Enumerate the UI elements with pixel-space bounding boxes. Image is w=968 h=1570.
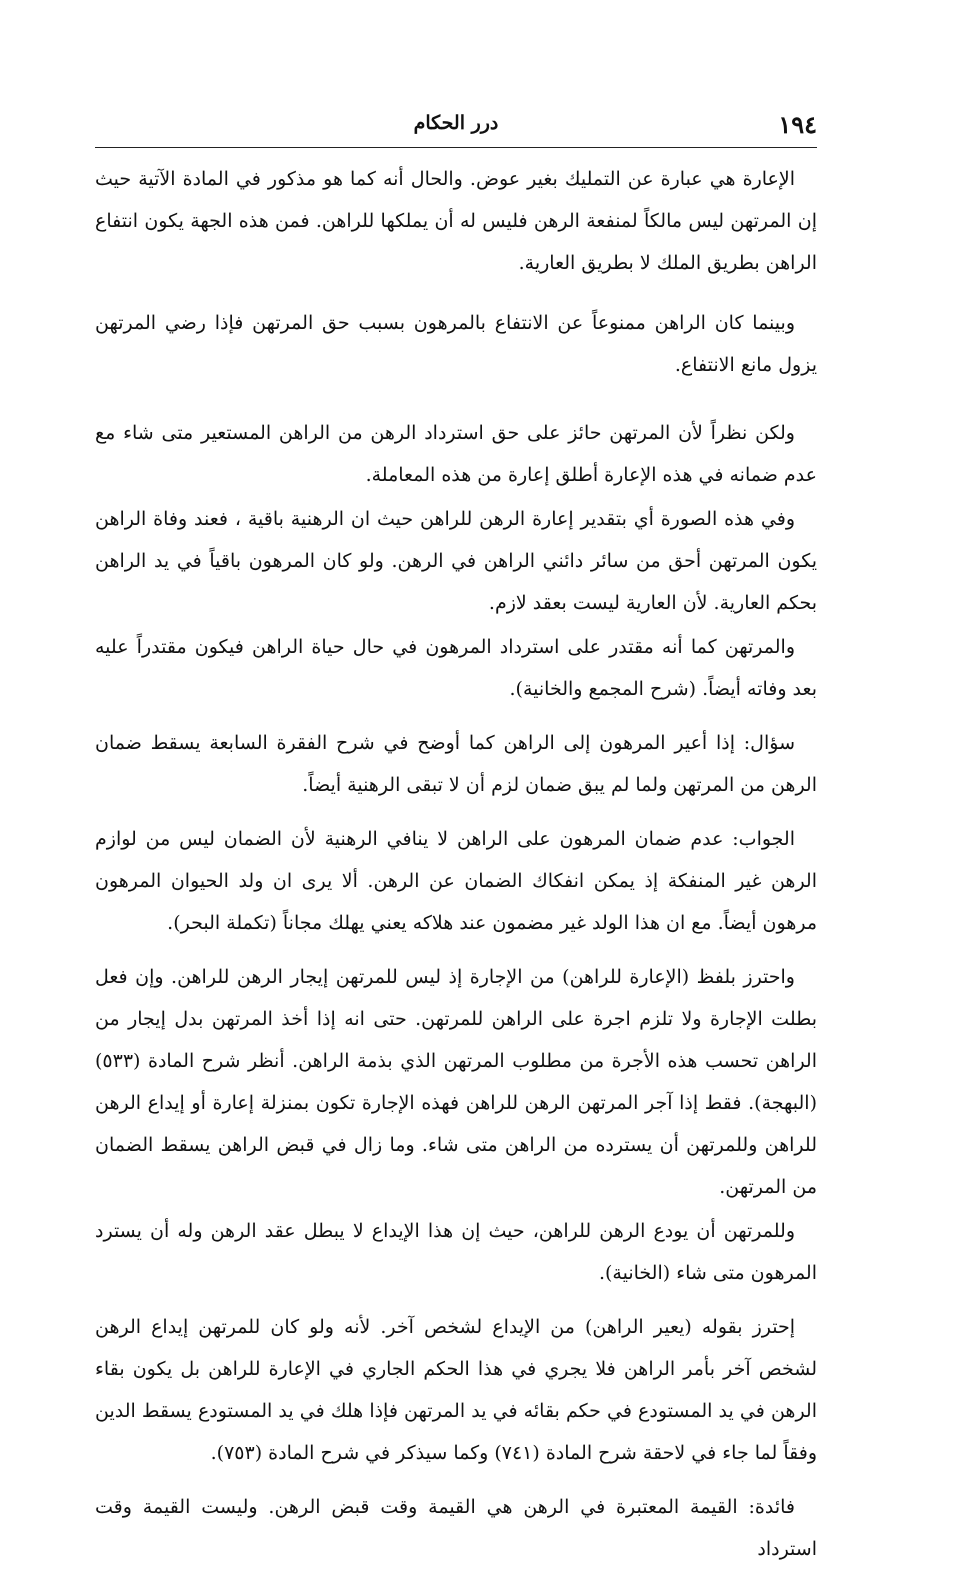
paragraph: الجواب: عدم ضمان المرهون على الراهن لا ينافي الرهنية لأن الضمان ليس من لوازم الرهن غير المنفكة إذ يمكن انفكاك الضمان عن الرهن. ألا يرى ان ولد الحيوان المرهون مرهون أيضاً. مع ان هذا الولد غير مضمون عند هلاكه يعني يهلك مجاناً (تكملة البحر). — [95, 828, 817, 934]
paragraph: وللمرتهن أن يودع الرهن للراهن، حيث إن هذا الإيداع لا يبطل عقد الرهن وله أن يسترد المرهون متى شاء (الخانية). — [95, 1220, 817, 1284]
paragraph: واحترز بلفظ (الإعارة للراهن) من الإجارة إذ ليس للمرتهن إيجار الرهن للراهن. وإن فعل بطلت الإجارة ولا تلزم اجرة على الراهن للمرتهن. حتى انه إذا أخذ المرتهن بدل إيجار من الراهن تحسب هذه الأجرة من مطلوب المرتهن الذي بذمة الراهن. أنظر شرح المادة (٥٣٣) (البهجة). فقط إذا آجر المرتهن الرهن للراهن فهذه الإجارة تكون بمنزلة إعارة أو إيداع الرهن للراهن وللمرتهن أن يسترده من الراهن متى شاء. وما زال في قبض الراهن يسقط الضمان من المرتهن. — [95, 966, 817, 1198]
paragraph: سؤال: إذا أعير المرهون إلى الراهن كما أوضح في شرح الفقرة السابعة يسقط ضمان الرهن من المرتهن ولما لم يبق ضمان لزم أن لا تبقى الرهنية أيضاً. — [95, 732, 817, 796]
paragraph: والمرتهن كما أنه مقتدر على استرداد المرهون في حال حياة الراهن فيكون مقتدراً عليه بعد وفاته أيضاً. (شرح المجمع والخانية). — [95, 636, 817, 700]
page-header — [95, 108, 817, 146]
paragraph: إحترز بقوله (يعير الراهن) من الإيداع لشخص آخر. لأنه ولو كان للمرتهن إيداع الرهن لشخص آخر بأمر الراهن فلا يجري في هذا الحكم الجاري في الإعارة للراهن بل يكون بقاء الرهن في يد المستودع في حكم بقائه في يد المرتهن فإذا هلك في يد المستودع يسقط الدين وفقاً لما جاء في لاحقة شرح المادة (٧٤١) وكما سيذكر في شرح المادة (٧٥٣). — [95, 1316, 817, 1464]
paragraph: وبينما كان الراهن ممنوعاً عن الانتفاع بالمرهون بسبب حق المرتهن فإذا رضي المرتهن يزول مانع الانتفاع. — [95, 312, 817, 376]
body-text — [95, 158, 817, 1570]
paragraph: فائدة: القيمة المعتبرة في الرهن هي القيمة وقت قبض الرهن. وليست القيمة وقت استرداد — [95, 1496, 817, 1560]
header-rule — [95, 147, 817, 148]
paragraph: ولكن نظراً لأن المرتهن حائز على حق استرداد الرهن من الراهن المستعير متى شاء مع عدم ضمانه في هذه الإعارة أطلق إعارة من هذه المعاملة. — [95, 422, 817, 486]
paragraph: وفي هذه الصورة أي بتقدير إعارة الرهن للراهن حيث ان الرهنية باقية ، فعند وفاة الراهن يكون المرتهن أحق من سائر دائني الراهن في الرهن. ولو كان المرهون باقياً في يد الراهن بحكم العارية. لأن العارية ليست بعقد لازم. — [95, 508, 817, 614]
paragraph: الإعارة هي عبارة عن التمليك بغير عوض. والحال أنه كما هو مذكور في المادة الآتية حيث إن المرتهن ليس مالكاً لمنفعة الرهن فليس له أن يملكها للراهن. فمن هذه الجهة يكون انتفاع الراهن بطريق الملك لا بطريق العارية. — [95, 168, 817, 274]
running-title: درر الحكام — [413, 112, 499, 134]
page-number: ١٩٤ — [778, 110, 817, 139]
